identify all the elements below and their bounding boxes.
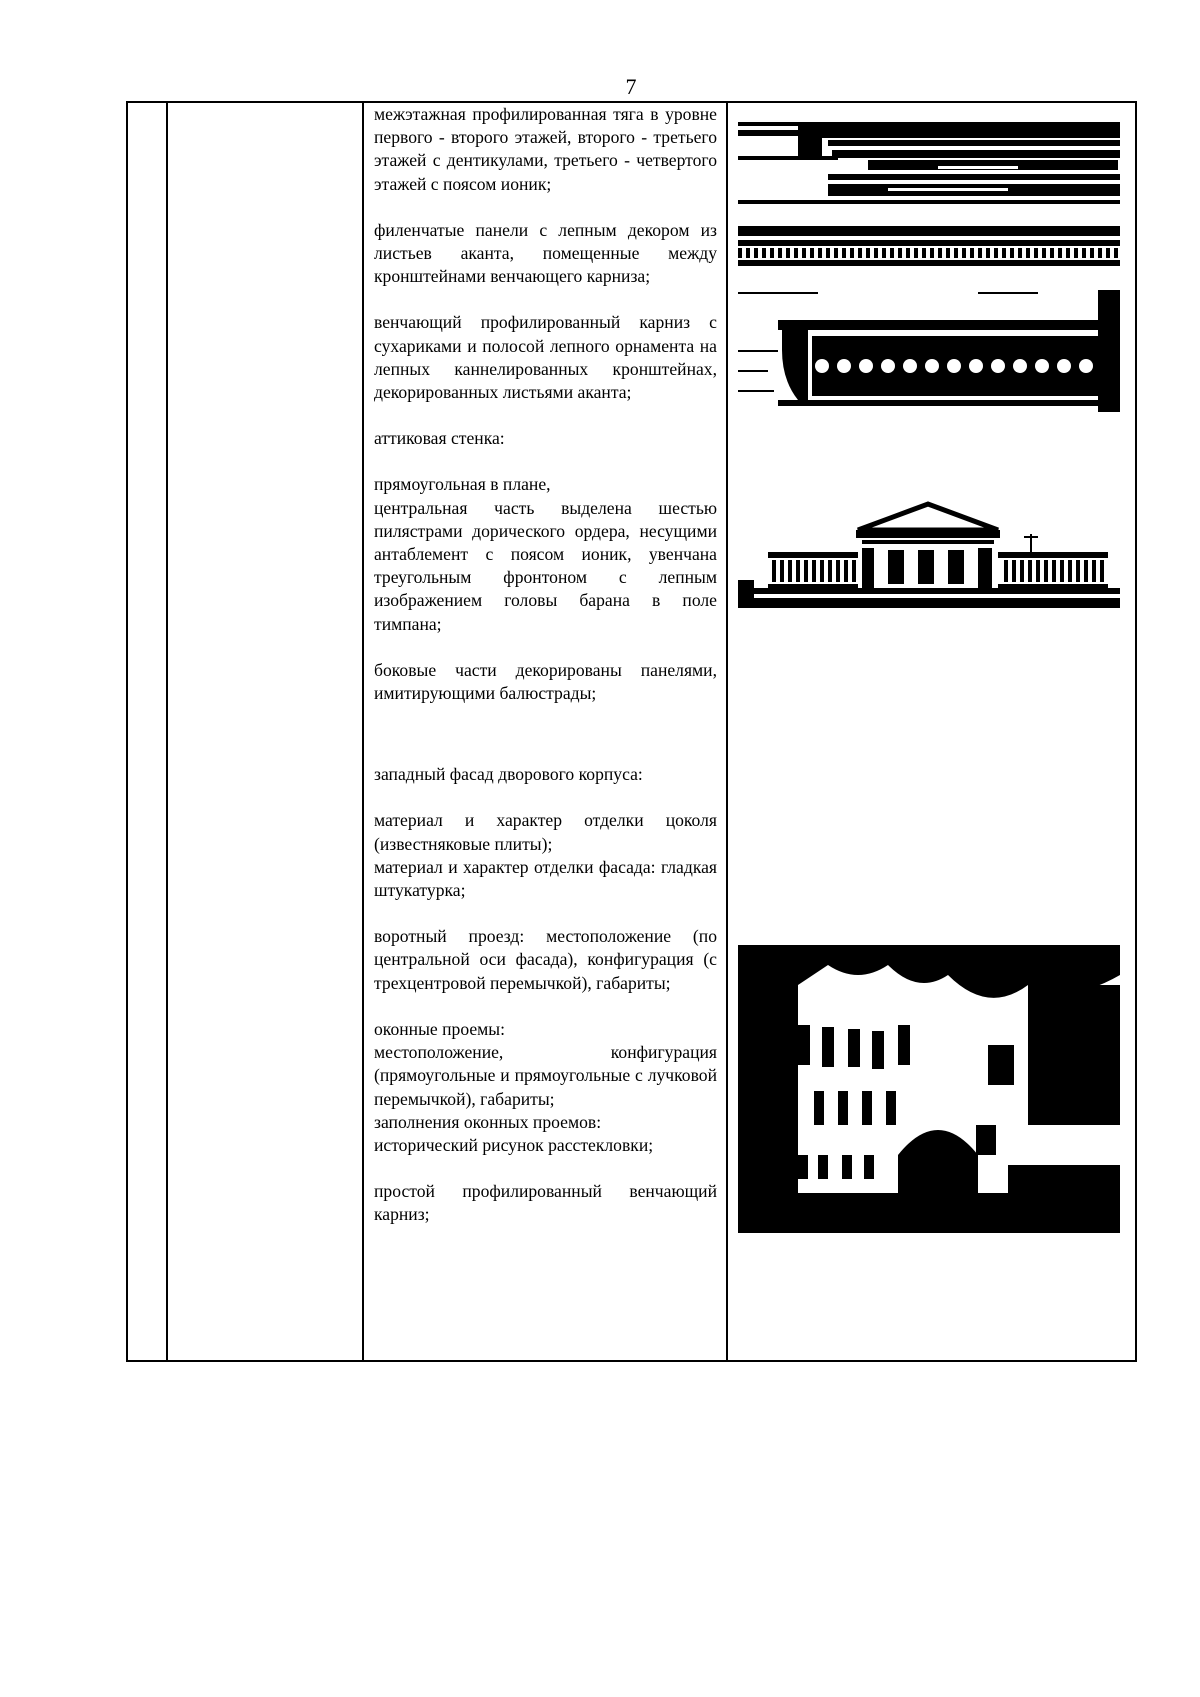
description-column [374,103,717,1227]
description-paragraph: материал и характер отделки фасада: гладкая штукатурка; [374,856,717,901]
description-paragraph: центральная часть выделена шестью пилястрами дорического ордера, несущими антаблемент с поясом ионик, увенчана треугольным фронтоном с лепным изображением головы барана в поле тимпана; [374,497,717,634]
column-divider-2 [362,101,364,1362]
description-paragraph: местоположение, конфигурация (прямоугольные и прямоугольные с лучковой перемычкой), габариты; [374,1042,717,1109]
courtyard-facade-photo [738,945,1120,1233]
description-paragraph: боковые части декорированы панелями, имитирующими балюстрады; [374,659,717,704]
acanthus-bracket-cornice-photo [738,290,1120,412]
column-divider-1 [166,101,168,1362]
column-divider-3 [726,101,728,1362]
dentil-frieze-photo [738,224,1120,270]
cornice-belt-photo [738,122,1120,204]
description-paragraph: межэтажная профилированная тяга в уровне первого - второго этажей, второго - третьего этажей с дентикулами, третьего - четвертого этажей с поясом ионик; [374,104,717,194]
description-paragraph: воротный проезд: местоположение (по центральной оси фасада), конфигурация (с трехцентровой перемычкой), габариты; [374,926,717,993]
description-paragraph: аттиковая стенка: [374,428,505,449]
description-paragraph: западный фасад дворового корпуса: [374,764,643,785]
description-paragraph: прямоугольная в плане, [374,474,551,495]
description-paragraph: оконные проемы: [374,1018,505,1039]
description-paragraph: заполнения оконных проемов: [374,1111,602,1132]
description-paragraph: филенчатые панели с лепным декором из листьев аканта, помещенные между кронштейнами венчающего карниза; [374,219,717,287]
description-paragraph: венчающий профилированный карниз с сухариками и полосой лепного орнамента на лепных каннелированных кронштейнах, декорированных листьями аканта; [374,312,717,403]
description-paragraph: простой профилированный венчающий карниз; [374,1181,717,1225]
description-paragraph: материал и характер отделки цоколя (известняковые плиты); [374,810,717,854]
attic-pediment-photo [738,500,1120,612]
page-number: 7 [625,74,637,99]
description-paragraph: исторический рисунок расстекловки; [374,1134,654,1155]
